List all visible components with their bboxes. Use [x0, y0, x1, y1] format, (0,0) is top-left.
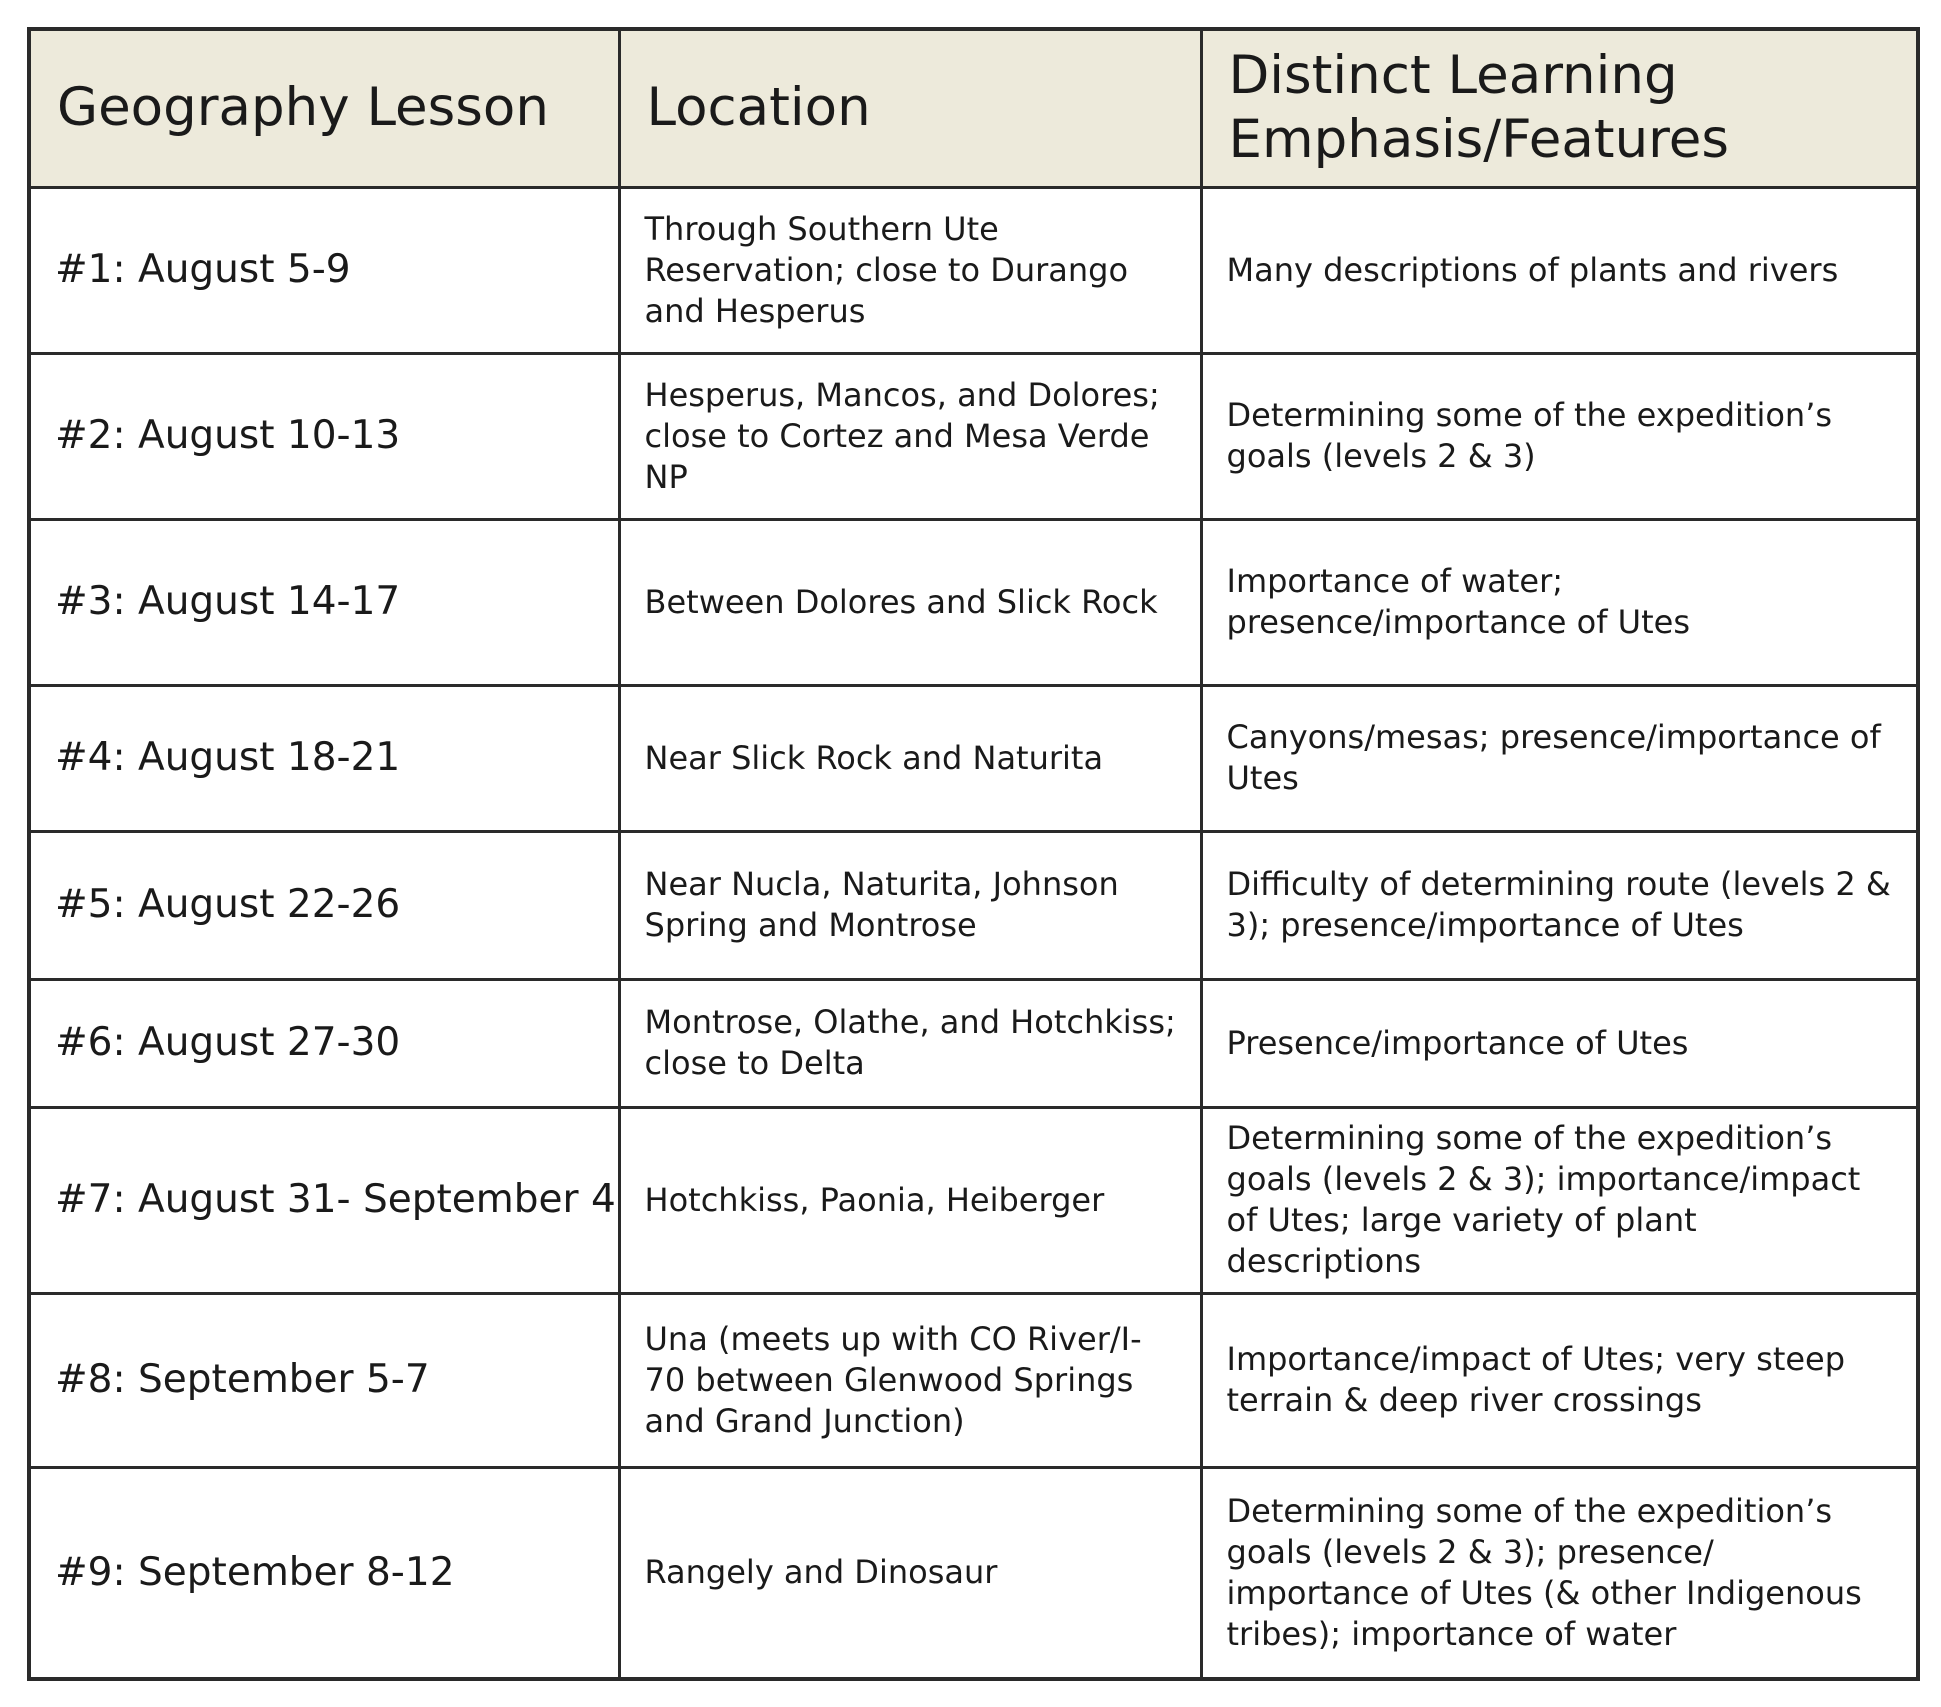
lesson-cell: #2: August 10-13 [29, 353, 619, 519]
lesson-cell: #9: September 8-12 [29, 1467, 619, 1679]
table-row [29, 831, 1918, 979]
emphasis-cell: Canyons/mesas; presence/importance of Utes [1201, 685, 1918, 831]
emphasis-cell: Importance of water; presence/importance of Utes [1201, 519, 1918, 685]
table-row [29, 1107, 1918, 1293]
table-row [29, 685, 1918, 831]
location-cell: Una (meets up with CO River/I-70 between Glenwood Springs and Grand Junction) [619, 1293, 1201, 1467]
location-cell: Montrose, Olathe, and Hotchkiss; close to Delta [619, 979, 1201, 1107]
lesson-cell: #5: August 22-26 [29, 831, 619, 979]
emphasis-cell: Determining some of the expedition’s goals (levels 2 & 3) [1201, 353, 1918, 519]
emphasis-cell: Determining some of the expedition’s goals (levels 2 & 3); importance/impact of Utes; large variety of plant descriptions [1201, 1107, 1918, 1293]
table-row [29, 519, 1918, 685]
table-row [29, 1293, 1918, 1467]
emphasis-cell: Presence/importance of Utes [1201, 979, 1918, 1107]
table-row [29, 187, 1918, 353]
location-cell: Hotchkiss, Paonia, Heiberger [619, 1107, 1201, 1293]
lesson-cell: #7: August 31- September 4 [29, 1107, 619, 1293]
emphasis-cell: Determining some of the expedition’s goals (levels 2 & 3); presence/ importance of Utes (& other Indigenous tribes); importance of water [1201, 1467, 1918, 1679]
header-emphasis: Distinct Learning Emphasis/Features [1201, 29, 1918, 187]
lesson-cell: #4: August 18-21 [29, 685, 619, 831]
lesson-cell: #8: September 5-7 [29, 1293, 619, 1467]
location-cell: Through Southern Ute Reservation; close to Durango and Hesperus [619, 187, 1201, 353]
table-row [29, 1467, 1918, 1679]
table-header-row [29, 29, 1918, 187]
lesson-cell: #1: August 5-9 [29, 187, 619, 353]
lesson-cell: #6: August 27-30 [29, 979, 619, 1107]
location-cell: Between Dolores and Slick Rock [619, 519, 1201, 685]
emphasis-cell: Importance/impact of Utes; very steep terrain & deep river crossings [1201, 1293, 1918, 1467]
header-geography-lesson: Geography Lesson [29, 29, 619, 187]
table-row [29, 979, 1918, 1107]
location-cell: Hesperus, Mancos, and Dolores; close to Cortez and Mesa Verde NP [619, 353, 1201, 519]
location-cell: Near Slick Rock and Naturita [619, 685, 1201, 831]
table-row [29, 353, 1918, 519]
emphasis-cell: Difficulty of determining route (levels 2 & 3); presence/importance of Utes [1201, 831, 1918, 979]
geography-lessons-table [27, 27, 1920, 1681]
location-cell: Near Nucla, Naturita, Johnson Spring and Montrose [619, 831, 1201, 979]
location-cell: Rangely and Dinosaur [619, 1467, 1201, 1679]
header-location: Location [619, 29, 1201, 187]
emphasis-cell: Many descriptions of plants and rivers [1201, 187, 1918, 353]
lesson-cell: #3: August 14-17 [29, 519, 619, 685]
